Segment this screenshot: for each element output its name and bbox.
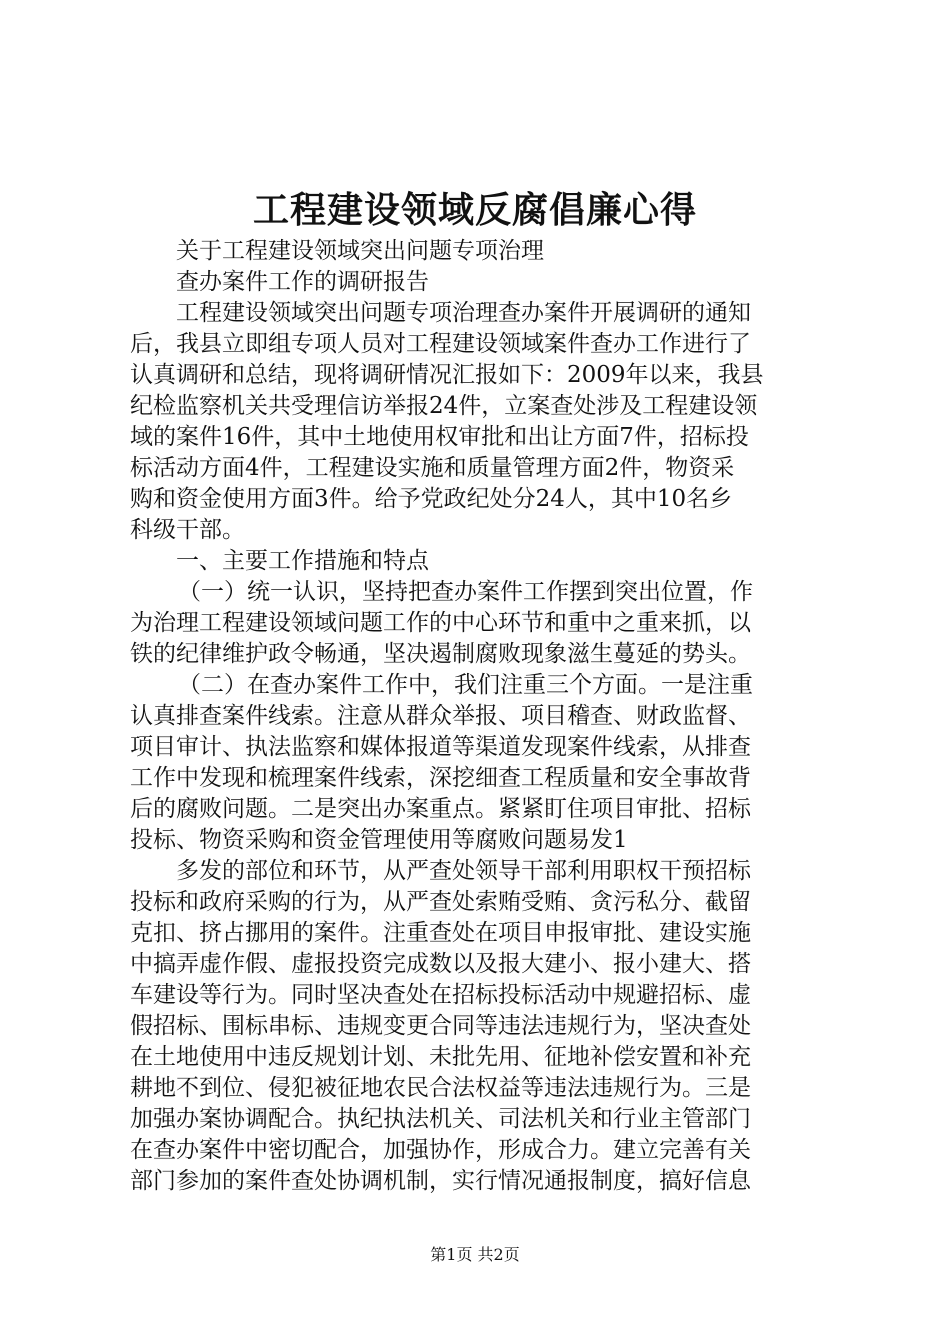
text-line: 加强办案协调配合。执纪执法机关、司法机关和行业主管部门 [130, 1106, 751, 1132]
text-line: 在土地使用中违反规划计划、未批先用、征地补偿安置和补充 [130, 1044, 751, 1070]
text-line: 项目审计、执法监察和媒体报道等渠道发现案件线索，从排查 [130, 734, 751, 760]
document-title: 工程建设领域反腐倡廉心得 [252, 189, 697, 231]
text-line: 部门参加的案件查处协调机制，实行情况通报制度，搞好信息 [130, 1168, 751, 1194]
text-line: 中搞弄虚作假、虚报投资完成数以及报大建小、报小建大、搭 [130, 951, 751, 977]
text-line: 关于工程建设领域突出问题专项治理 [176, 238, 544, 264]
text-line: 投标和政府采购的行为，从严查处索贿受贿、贪污私分、截留 [130, 889, 751, 915]
text-line: 铁的纪律维护政令畅通，坚决遏制腐败现象滋生蔓延的势头。 [130, 641, 751, 667]
text-line: 查办案件工作的调研报告 [176, 269, 429, 295]
text-line: 认真排查案件线索。注意从群众举报、项目稽查、财政监督、 [130, 703, 751, 729]
text-line: 域的案件16件，其中土地使用权审批和出让方面7件，招标投 [130, 424, 749, 450]
text-line: 后的腐败问题。二是突出办案重点。紧紧盯住项目审批、招标 [130, 796, 751, 822]
text-line: （二）在查办案件工作中，我们注重三个方面。一是注重 [178, 672, 753, 698]
text-line: 多发的部位和环节，从严查处领导干部利用职权干预招标 [176, 858, 751, 884]
text-line: （一）统一认识，坚持把查办案件工作摆到突出位置，作 [178, 579, 753, 605]
text-line: 投标、物资采购和资金管理使用等腐败问题易发1 [130, 827, 628, 853]
text-line: 一、主要工作措施和特点 [176, 548, 429, 574]
page-footer: 第1页 共2页 [430, 1245, 520, 1264]
text-line: 工程建设领域突出问题专项治理查办案件开展调研的通知 [176, 300, 751, 326]
text-line: 车建设等行为。同时坚决查处在招标投标活动中规避招标、虚 [130, 982, 751, 1008]
text-line: 后，我县立即组专项人员对工程建设领域案件查办工作进行了 [130, 331, 751, 357]
text-line: 在查办案件中密切配合，加强协作，形成合力。建立完善有关 [130, 1137, 751, 1163]
text-line: 为治理工程建设领域问题工作的中心环节和重中之重来抓，以 [130, 610, 751, 636]
text-line: 耕地不到位、侵犯被征地农民合法权益等违法违规行为。三是 [130, 1075, 751, 1101]
document-body [130, 236, 830, 1197]
text-line: 克扣、挤占挪用的案件。注重查处在项目申报审批、建设实施 [130, 920, 751, 946]
text-line: 纪检监察机关共受理信访举报24件，立案查处涉及工程建设领 [130, 393, 758, 419]
text-line: 购和资金使用方面3件。给予党政纪处分24人，其中10名乡 [130, 486, 733, 512]
text-line: 假招标、围标串标、违规变更合同等违法违规行为，坚决查处 [130, 1013, 751, 1039]
text-line: 工作中发现和梳理案件线索，深挖细查工程质量和安全事故背 [130, 765, 751, 791]
text-line: 认真调研和总结，现将调研情况汇报如下：2009年以来，我县 [130, 362, 764, 388]
text-line: 标活动方面4件，工程建设实施和质量管理方面2件，物资采 [130, 455, 735, 481]
text-line: 科级干部。 [130, 517, 245, 543]
